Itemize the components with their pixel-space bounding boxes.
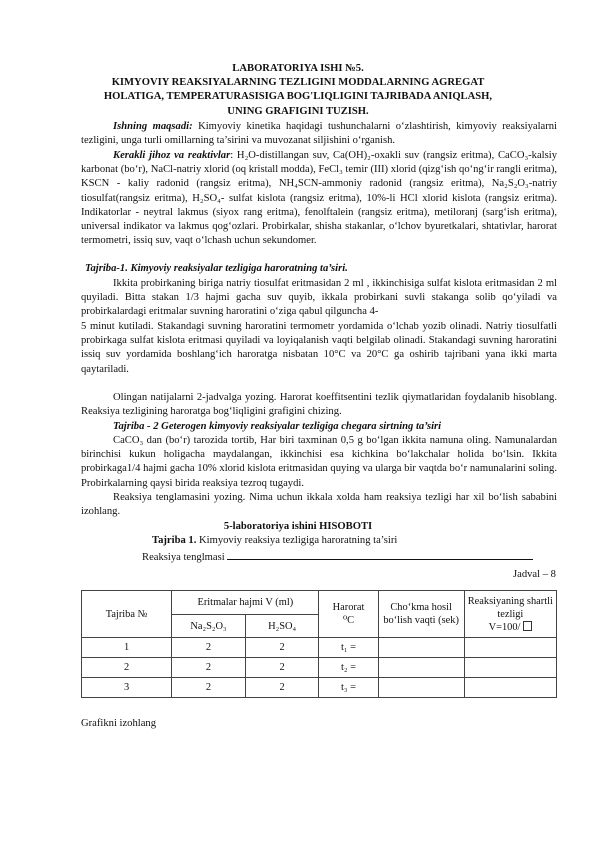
- th-precipitate-time: Cho‘kma hosil bo‘lish vaqti (sek): [378, 591, 464, 638]
- cell-temperature: t₃ =: [319, 678, 378, 698]
- exp2-paragraph-2: Reaksiya tenglamasini yozing. Nima uchun ikkala xolda ham reaksiya tezligi har xil bo‘lish sababini izohlang.: [81, 492, 557, 518]
- reaction-equation-blank[interactable]: [227, 549, 533, 560]
- exp1-heading: Tajriba-1. Kimyoviy reaksiyalar tezligiga haroratning ta’siri.: [85, 263, 348, 274]
- lab-title-line-3: HOLATIGA, TEMPERATURASISIGA BOG'LIQLIGINI TAJRIBADA ANIQLASH,: [103, 91, 493, 102]
- aim-paragraph: [81, 120, 557, 148]
- equipment-paragraph: [81, 149, 557, 248]
- exp2-paragraph-1: CaCO₃ dan (bo‘r) tarozida tortib, Har biri taxminan 0,5 g bo‘lgan ikkita namuna oling. Namunalardan birinchisi kukun holigacha maydalangan, ikkinchisi esa kichkina bo‘lakchalar holida bo‘lsin. Ikkita probirkaga1/4 hajmi gacha 10% xlorid kislota eritmasidan quying va ularga bir vaqtda bo‘r namunalarini soling. Probirkalarning qaysi birida reaksiya tezroq tugaydi.: [81, 435, 557, 489]
- cell-number: 2: [82, 658, 172, 678]
- equipment-text: : H₂O-distillangan suv, Ca(OH)₂-oxakli suv (rangsiz eritma), CaCO₃-kalsiy karbonat (bo‘r), NaCl-natriy xlorid (oq kristall modda), FeCl₃ temir (III) xlorid (qizg‘ish qo‘ng‘ir rangli eritma), KSCN - kaliy radonid (rangsiz eritma), NH₄SCN-ammoniy radonid (rangsiz eritma), Na₂S₂O₃-natriy tiosulfat(rangsiz eritma), H₂SO₄- sulfat kislota (rangsiz eritma), 10%-li HCl xlorid kislota (rangsiz eritma). Indikatorlar - neytral lakmus (siyox rang eritma), fenolftalein (rangsiz eritma), metiloranj (sarg‘ish eritma), universal indikator va lakmus qog‘ozlari. Probirkalar, shisha stakanlar, o‘lchov byuretkalari, shtativlar, harorat termometri, issiq suv, vaqt o‘lchash uchun sekundomer.: [81, 150, 557, 247]
- th-temperature: [319, 591, 378, 638]
- lab-title-line-2: KIMYOVIY REAKSIYALARNING TEZLIGINI MODDALARNING AGREGAT: [111, 77, 485, 88]
- aim-text: Kimyoviy kinetika haqidagi tushunchalarni o‘zlashtirish, kimyoviy reaksiyalarni tezligini, unga turli omillarning ta’sirini va muvozanat siljishini o‘rganish.: [81, 121, 557, 147]
- cell-na2s2o3: 2: [172, 638, 246, 658]
- cell-h2so4: 2: [245, 678, 319, 698]
- graph-instruction: Grafikni izohlang: [81, 718, 157, 729]
- report-exp1-text: Kimyoviy reaksiya tezligiga haroratning ta’siri: [196, 535, 398, 546]
- th-reaction-rate-label: Reaksiyaning shartli tezligi: [467, 595, 553, 620]
- exp2-heading: Tajriba - 2 Geterogen kimyoviy reaksiyalar tezligiga chegara sirtning ta’siri: [113, 421, 442, 432]
- exp1-paragraph-1b: 5 minut kutiladi. Stakandagi suvning haroratini termometr yordamida o‘lchab yozib olinadi. Natriy tiosulfatli probirkaga sulfat kislota eritmasi quyiladi va loyiqalanish vaqti belgilab olinadi. Stakandagi suvning haroratini issiq suv yordamida boshlang‘ich haroratga nisbatan 10°C va 20°C ga oshirib tajribani yana ikki marta qaytariladi.: [81, 321, 557, 375]
- exp1-paragraph-2: Olingan natijalarni 2-jadvalga yozing. Harorat koeffitsentini tezlik qiymatlaridan foydalanib hisoblang. Reaksiya tezligining haroratga bog‘liqligini grafigini chizing.: [81, 392, 557, 418]
- table-caption: Jadval – 8: [513, 569, 556, 580]
- results-table: [81, 590, 557, 698]
- equipment-label: Kerakli jihoz va reaktivlar: [113, 150, 231, 161]
- missing-glyph-box: [523, 621, 532, 631]
- th-reaction-rate: [464, 591, 556, 638]
- cell-na2s2o3: 2: [172, 658, 246, 678]
- table-row: [82, 638, 557, 658]
- cell-number: 3: [82, 678, 172, 698]
- th-volume: Eritmalar hajmi V (ml): [172, 591, 319, 615]
- report-title: 5-laboratoriya ishini HISOBOTI: [223, 521, 373, 532]
- th-experiment-number: Tajriba №: [82, 591, 172, 638]
- table-row: [82, 678, 557, 698]
- cell-rate[interactable]: [464, 658, 556, 678]
- cell-temperature: t₁ =: [319, 638, 378, 658]
- report-exp1-label: Tajriba 1.: [152, 535, 197, 546]
- table-header-row: [82, 591, 557, 615]
- cell-time[interactable]: [378, 678, 464, 698]
- cell-h2so4: 2: [245, 658, 319, 678]
- cell-temperature: t₂ =: [319, 658, 378, 678]
- report-exp1-line: [152, 534, 397, 548]
- cell-time[interactable]: [378, 638, 464, 658]
- cell-na2s2o3: 2: [172, 678, 246, 698]
- lab-title-line-4: UNING GRAFIGINI TUZISH.: [227, 106, 369, 117]
- th-na2s2o3: Na₂S₂O₃: [172, 615, 246, 638]
- cell-time[interactable]: [378, 658, 464, 678]
- aim-label: Ishning maqsadi:: [113, 121, 193, 132]
- exp1-paragraph-1a: Ikkita probirkaning biriga natriy tiosulfat eritmasidan 2 ml , ikkinchisiga sulfat kislota eritmasidan 2 ml quyiladi. Bitta stakan 1/3 hajmi gacha suv quyib, ikkala probirkani suvli stakanga solib qo‘yiladi va probirkalardagi eritmalar suvning haroratini o‘ziga qabul qilguncha 4-: [81, 278, 557, 318]
- cell-rate[interactable]: [464, 678, 556, 698]
- cell-h2so4: 2: [245, 638, 319, 658]
- th-temperature-unit: ⁰C: [342, 615, 355, 626]
- table-row: [82, 658, 557, 678]
- th-temperature-label: Harorat: [332, 602, 365, 613]
- lab-title-line-1: LABORATORIYA ISHI №5.: [232, 63, 364, 74]
- th-reaction-rate-formula: V=100/: [467, 621, 554, 634]
- reaction-equation-label: Reaksiya tenglmasi: [142, 552, 228, 563]
- cell-rate[interactable]: [464, 638, 556, 658]
- cell-number: 1: [82, 638, 172, 658]
- reaction-equation-line: [142, 549, 533, 565]
- th-h2so4: H₂SO₄: [245, 615, 319, 638]
